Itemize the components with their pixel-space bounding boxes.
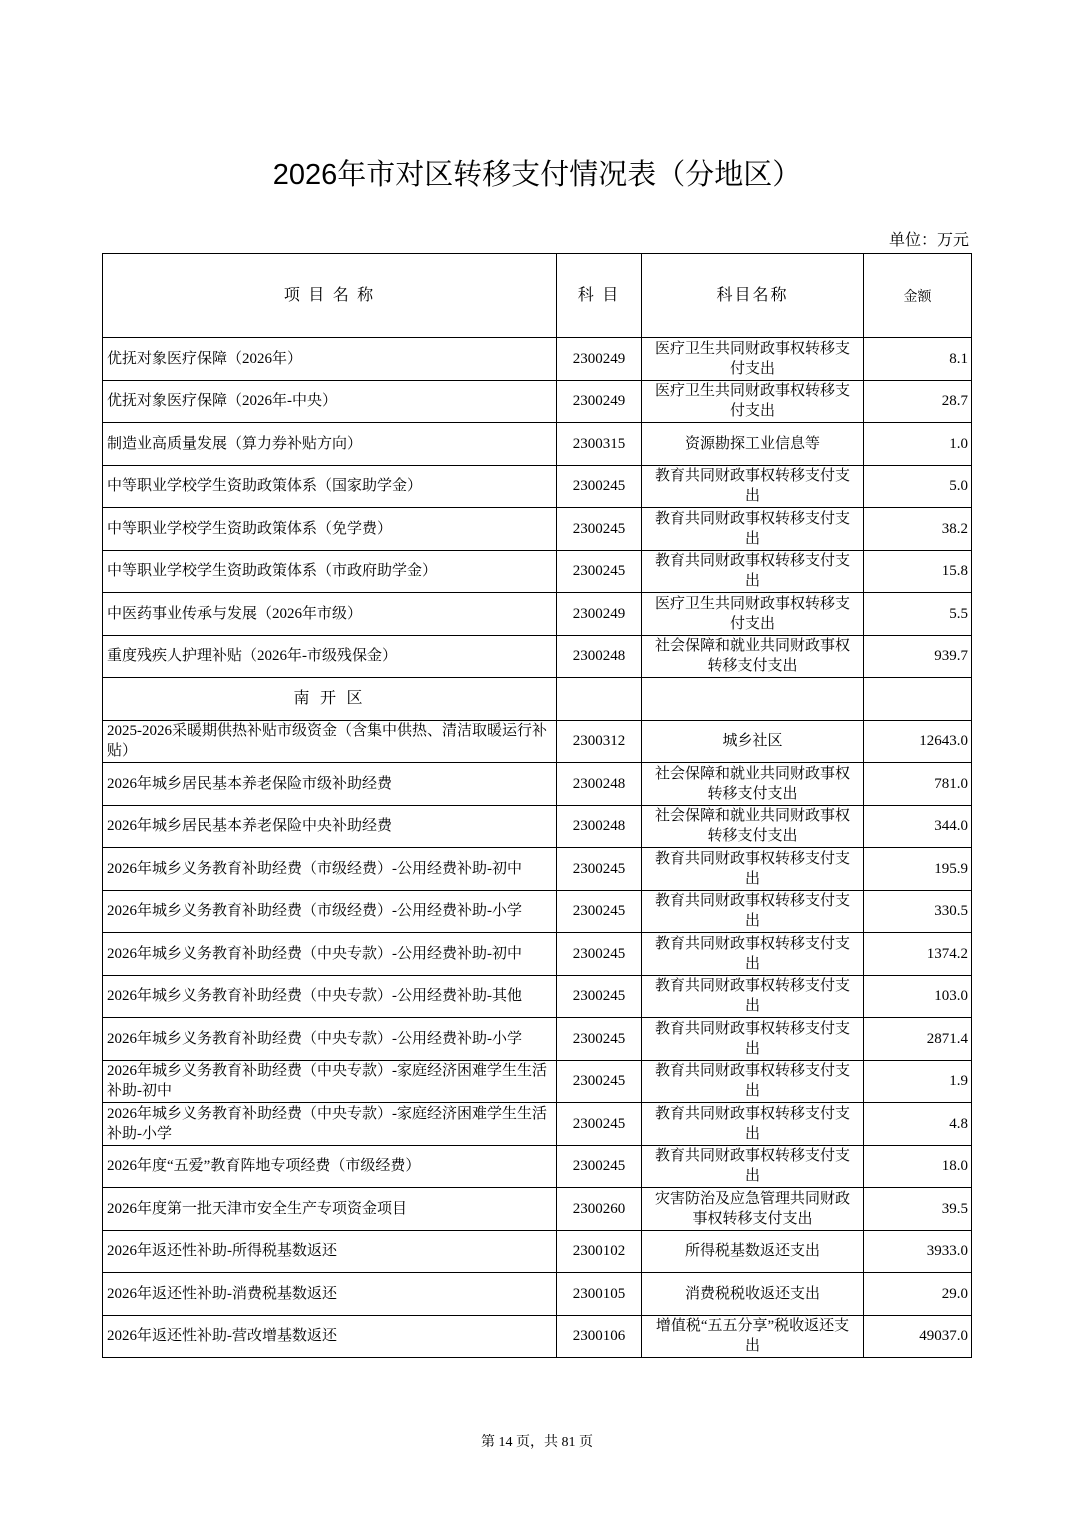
amount-cell: 39.5 [864,1188,972,1231]
subject-name-cell: 医疗卫生共同财政事权转移支付支出 [642,381,864,424]
header-project-name: 项 目 名 称 [103,254,557,338]
amount-cell: 8.1 [864,338,972,381]
subject-code-cell: 2300105 [557,1273,642,1316]
amount-cell: 5.0 [864,466,972,509]
subject-code-cell: 2300245 [557,508,642,551]
header-amount: 金额 [864,254,972,338]
subject-code-cell: 2300245 [557,891,642,934]
project-name-cell: 2026年城乡义务教育补助经费（中央专款）-公用经费补助-小学 [103,1018,557,1061]
subject-name-cell: 教育共同财政事权转移支付支出 [642,508,864,551]
subject-name-cell: 城乡社区 [642,721,864,764]
amount-cell: 330.5 [864,891,972,934]
subject-name-cell: 教育共同财政事权转移支付支出 [642,551,864,594]
project-name-cell: 重度残疾人护理补贴（2026年-市级残保金） [103,636,557,679]
amount-cell: 18.0 [864,1146,972,1189]
empty-cell [864,678,972,721]
header-subject-code: 科 目 [557,254,642,338]
subject-name-cell: 医疗卫生共同财政事权转移支付支出 [642,593,864,636]
subject-name-cell: 教育共同财政事权转移支付支出 [642,848,864,891]
subject-name-cell: 社会保障和就业共同财政事权转移支付支出 [642,763,864,806]
subject-code-cell: 2300248 [557,763,642,806]
project-name-cell: 2026年返还性补助-所得税基数返还 [103,1231,557,1274]
subject-name-cell: 所得税基数返还支出 [642,1231,864,1274]
project-name-cell: 中等职业学校学生资助政策体系（免学费） [103,508,557,551]
page-title: 2026年市对区转移支付情况表（分地区） [272,159,802,191]
project-name-cell: 2026年城乡义务教育补助经费（中央专款）-家庭经济困难学生生活补助-初中 [103,1061,557,1104]
amount-cell: 781.0 [864,763,972,806]
amount-cell: 1.0 [864,423,972,466]
project-name-cell: 2026年度第一批天津市安全生产专项资金项目 [103,1188,557,1231]
project-name-cell: 优抚对象医疗保障（2026年） [103,338,557,381]
subject-name-cell: 教育共同财政事权转移支付支出 [642,976,864,1019]
project-name-cell: 优抚对象医疗保障（2026年-中央） [103,381,557,424]
subject-code-cell: 2300102 [557,1231,642,1274]
subject-name-cell: 教育共同财政事权转移支付支出 [642,891,864,934]
subject-code-cell: 2300249 [557,593,642,636]
project-name-cell: 中等职业学校学生资助政策体系（国家助学金） [103,466,557,509]
subject-name-cell: 社会保障和就业共同财政事权转移支付支出 [642,806,864,849]
subject-code-cell: 2300245 [557,551,642,594]
transfer-payment-table [102,253,972,1358]
amount-cell: 49037.0 [864,1316,972,1359]
project-name-cell: 2026年城乡义务教育补助经费（市级经费）-公用经费补助-小学 [103,891,557,934]
project-name-cell: 2026年城乡居民基本养老保险市级补助经费 [103,763,557,806]
project-name-cell: 2026年城乡义务教育补助经费（中央专款）-公用经费补助-其他 [103,976,557,1019]
subject-name-cell: 消费税税收返还支出 [642,1273,864,1316]
subject-code-cell: 2300106 [557,1316,642,1359]
amount-cell: 939.7 [864,636,972,679]
project-name-cell: 2026年城乡居民基本养老保险中央补助经费 [103,806,557,849]
subject-name-cell: 医疗卫生共同财政事权转移支付支出 [642,338,864,381]
subject-name-cell: 教育共同财政事权转移支付支出 [642,1061,864,1104]
section-label: 南 开 区 [103,678,557,721]
subject-code-cell: 2300245 [557,1061,642,1104]
amount-cell: 29.0 [864,1273,972,1316]
amount-cell: 28.7 [864,381,972,424]
project-name-cell: 2026年度“五爱”教育阵地专项经费（市级经费） [103,1146,557,1189]
unit-label: 单位：万元 [888,232,969,249]
subject-code-cell: 2300245 [557,466,642,509]
subject-code-cell: 2300245 [557,848,642,891]
amount-cell: 2871.4 [864,1018,972,1061]
amount-cell: 344.0 [864,806,972,849]
amount-cell: 3933.0 [864,1231,972,1274]
empty-cell [557,678,642,721]
subject-code-cell: 2300248 [557,806,642,849]
project-name-cell: 2026年城乡义务教育补助经费（中央专款）-公用经费补助-初中 [103,933,557,976]
amount-cell: 1.9 [864,1061,972,1104]
project-name-cell: 2026年城乡义务教育补助经费（中央专款）-家庭经济困难学生生活补助-小学 [103,1103,557,1146]
subject-code-cell: 2300312 [557,721,642,764]
amount-cell: 195.9 [864,848,972,891]
project-name-cell: 中医药事业传承与发展（2026年市级） [103,593,557,636]
subject-name-cell: 社会保障和就业共同财政事权转移支付支出 [642,636,864,679]
subject-code-cell: 2300245 [557,976,642,1019]
project-name-cell: 制造业高质量发展（算力券补贴方向） [103,423,557,466]
project-name-cell: 2026年返还性补助-营改增基数返还 [103,1316,557,1359]
amount-cell: 4.8 [864,1103,972,1146]
amount-cell: 15.8 [864,551,972,594]
page-footer: 第 14 页，共 81 页 [481,1435,593,1450]
subject-name-cell: 教育共同财政事权转移支付支出 [642,1103,864,1146]
project-name-cell: 2026年城乡义务教育补助经费（市级经费）-公用经费补助-初中 [103,848,557,891]
subject-code-cell: 2300248 [557,636,642,679]
subject-name-cell: 教育共同财政事权转移支付支出 [642,1146,864,1189]
subject-code-cell: 2300245 [557,1146,642,1189]
amount-cell: 1374.2 [864,933,972,976]
subject-code-cell: 2300245 [557,1018,642,1061]
project-name-cell: 中等职业学校学生资助政策体系（市政府助学金） [103,551,557,594]
subject-code-cell: 2300245 [557,933,642,976]
subject-code-cell: 2300315 [557,423,642,466]
subject-code-cell: 2300260 [557,1188,642,1231]
subject-code-cell: 2300249 [557,338,642,381]
project-name-cell: 2025-2026采暖期供热补贴市级资金（含集中供热、清洁取暖运行补贴） [103,721,557,764]
subject-name-cell: 灾害防治及应急管理共同财政事权转移支付支出 [642,1188,864,1231]
amount-cell: 12643.0 [864,721,972,764]
subject-name-cell: 增值税“五五分享”税收返还支出 [642,1316,864,1359]
subject-name-cell: 教育共同财政事权转移支付支出 [642,933,864,976]
amount-cell: 103.0 [864,976,972,1019]
subject-name-cell: 资源勘探工业信息等 [642,423,864,466]
subject-name-cell: 教育共同财政事权转移支付支出 [642,466,864,509]
amount-cell: 5.5 [864,593,972,636]
empty-cell [642,678,864,721]
subject-code-cell: 2300249 [557,381,642,424]
subject-code-cell: 2300245 [557,1103,642,1146]
header-subject-name: 科目名称 [642,254,864,338]
amount-cell: 38.2 [864,508,972,551]
project-name-cell: 2026年返还性补助-消费税基数返还 [103,1273,557,1316]
subject-name-cell: 教育共同财政事权转移支付支出 [642,1018,864,1061]
